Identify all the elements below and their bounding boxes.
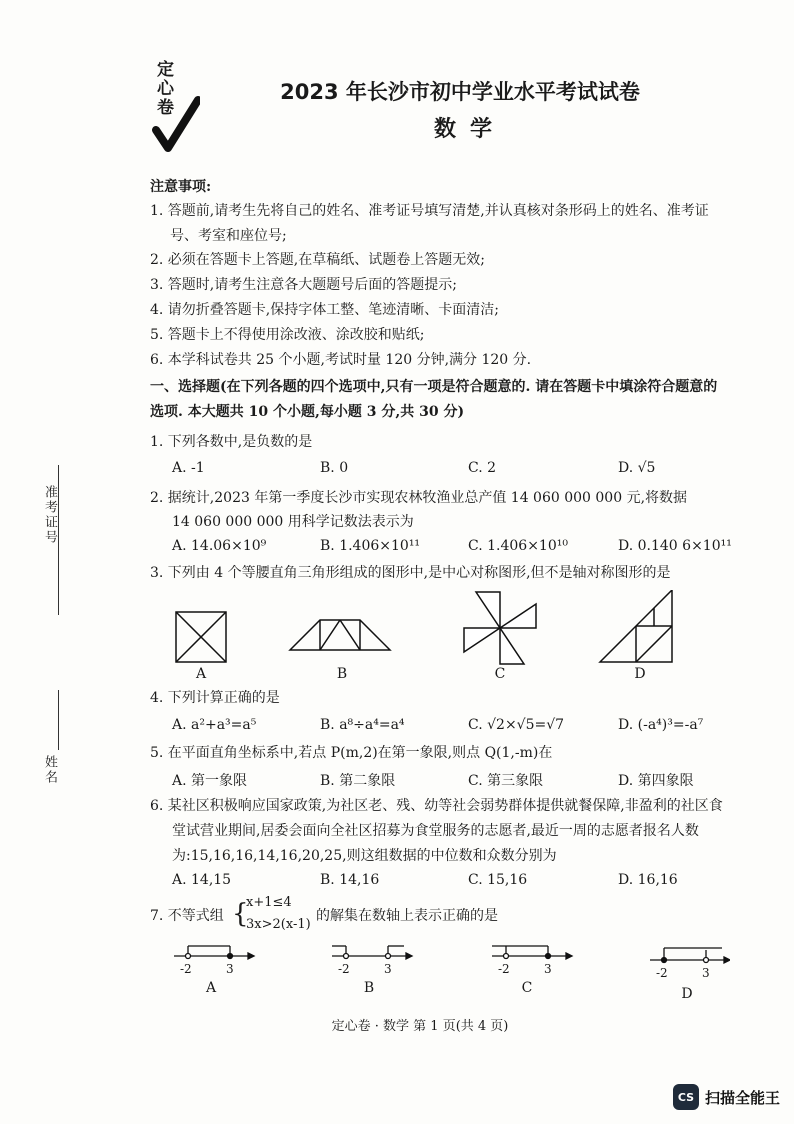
q7-label-d: D	[681, 986, 693, 1002]
q6-option-a: A. 14,15	[172, 872, 232, 888]
q6-stem-1: 6. 某社区积极响应国家政策,为社区老、残、幼等社会弱势群体提供就餐保障,非盈利的社区食	[150, 798, 723, 814]
q7-number-line-b	[332, 946, 412, 959]
section1-line2: 选项. 本大题共 10 个小题,每小题 3 分,共 30 分)	[150, 404, 465, 420]
q6-stem-3: 为:15,16,16,14,16,20,25,则这组数据的中位数和众数分别为	[172, 848, 557, 864]
q6-option-c: C. 15,16	[468, 872, 528, 888]
q6-option-b: B. 14,16	[320, 872, 380, 888]
q7-b-tick-left: -2	[338, 962, 350, 976]
q1-option-c: C. 2	[468, 460, 497, 476]
scanner-watermark	[673, 1084, 780, 1110]
q5-option-b: B. 第二象限	[320, 773, 396, 789]
q7-d-tick-left: -2	[656, 966, 668, 980]
notice-item-2: 2. 必须在答题卡上答题,在草稿纸、试题卷上答题无效;	[150, 252, 485, 268]
notice-item-6: 6. 本学科试卷共 25 个小题,考试时量 120 分钟,满分 120 分.	[150, 352, 532, 368]
q7-b-tick-right: 3	[384, 962, 392, 976]
q7-label-b: B	[363, 980, 375, 996]
q7-a-tick-right: 3	[226, 962, 234, 976]
q4-option-a: A. a²+a³=a⁵	[172, 717, 257, 733]
q3-figure-d	[600, 590, 672, 662]
q6-option-d: D. 16,16	[618, 872, 678, 888]
q7-number-line-d	[650, 948, 730, 963]
q2-stem-2: 14 060 000 000 用科学记数法表示为	[172, 514, 414, 530]
q3-figure-b	[290, 620, 390, 650]
q4-option-c: C. √2×√5=√7	[468, 717, 565, 733]
q3-label-d: D	[634, 666, 646, 682]
q7-label-a: A	[205, 980, 217, 996]
q5-stem: 5. 在平面直角坐标系中,若点 P(m,2)在第一象限,则点 Q(1,-m)在	[150, 745, 553, 761]
notice-heading: 注意事项:	[150, 179, 212, 195]
q1-option-a: A. -1	[172, 460, 205, 476]
notice-item-3: 3. 答题时,请考生注意各大题题号后面的答题提示;	[150, 277, 457, 293]
dingxin-logo	[150, 60, 200, 155]
exam-title: 2023 年长沙市初中学业水平考试试卷	[280, 80, 640, 104]
q7-c-tick-left: -2	[498, 962, 510, 976]
q7-number-lines	[170, 938, 730, 986]
camscanner-icon: CS	[673, 1084, 699, 1110]
scanner-label: 扫描全能王	[704, 1088, 780, 1107]
q7-stem-suffix: 的解集在数轴上表示正确的是	[316, 908, 498, 924]
q3-figures	[170, 590, 690, 670]
q4-stem: 4. 下列计算正确的是	[150, 690, 280, 706]
q4-option-b: B. a⁸÷a⁴=a⁴	[320, 717, 405, 733]
q1-option-b: B. 0	[320, 460, 349, 476]
notice-item-4: 4. 请勿折叠答题卡,保持字体工整、笔迹清晰、卡面清洁;	[150, 302, 499, 318]
q2-option-a: A. 14.06×10⁹	[172, 538, 267, 554]
q3-label-c: C	[494, 666, 506, 682]
q7-a-tick-left: -2	[180, 962, 192, 976]
q7-label-c: C	[521, 980, 533, 996]
exam-no-label: 准考证号	[42, 485, 57, 545]
q3-figure-c	[464, 592, 536, 664]
q4-option-d: D. (-a⁴)³=-a⁷	[618, 717, 704, 733]
q7-ineq-1: x+1≤4	[246, 895, 292, 910]
q5-option-c: C. 第三象限	[468, 773, 544, 789]
q5-option-a: A. 第一象限	[172, 773, 248, 789]
q7-stem-prefix: 7. 不等式组	[150, 908, 224, 924]
q7-number-line-a	[174, 946, 254, 959]
q1-stem: 1. 下列各数中,是负数的是	[150, 434, 313, 450]
section1-line1: 一、选择题(在下列各题的四个选项中,只有一项是符合题意的. 请在答题卡中填涂符合题意的	[150, 379, 718, 395]
q2-option-c: C. 1.406×10¹⁰	[468, 538, 568, 554]
name-label: 姓名	[42, 755, 57, 785]
notice-item-1: 1. 答题前,请考生先将自己的姓名、准考证号填写清楚,并认真核对条形码上的姓名、准考证	[150, 203, 709, 219]
q7-c-tick-right: 3	[544, 962, 552, 976]
q2-option-b: B. 1.406×10¹¹	[320, 538, 421, 554]
q2-stem-1: 2. 据统计,2023 年第一季度长沙市实现农林牧渔业总产值 14 060 000 000 元,将数据	[150, 490, 688, 506]
subject-title: 数学	[433, 117, 506, 142]
q5-option-d: D. 第四象限	[618, 773, 694, 789]
checkmark-icon	[150, 60, 200, 155]
q7-number-line-c	[492, 946, 572, 959]
name-line	[58, 690, 59, 750]
bleed-through	[690, 40, 790, 600]
q3-label-a: A	[195, 666, 207, 682]
q7-ineq-2: 3x>2(x-1)	[246, 917, 311, 932]
q3-label-b: B	[336, 666, 348, 682]
q3-stem: 3. 下列由 4 个等腰直角三角形组成的图形中,是中心对称图形,但不是轴对称图形的是	[150, 565, 671, 581]
notice-item-1b: 号、考室和座位号;	[170, 228, 287, 244]
logo-text: 定心卷	[153, 60, 173, 117]
q7-brace: {	[232, 899, 249, 929]
q3-figure-a	[176, 612, 226, 662]
q6-stem-2: 堂试营业期间,居委会面向全社区招募为食堂服务的志愿者,最近一周的志愿者报名人数	[172, 823, 699, 839]
q2-option-d: D. 0.140 6×10¹¹	[618, 538, 732, 554]
page-footer: 定心卷 · 数学 第 1 页(共 4 页)	[331, 1019, 509, 1034]
notice-item-5: 5. 答题卡上不得使用涂改液、涂改胶和贴纸;	[150, 327, 425, 343]
q7-d-tick-right: 3	[702, 966, 710, 980]
q1-option-d: D. √5	[618, 460, 656, 476]
